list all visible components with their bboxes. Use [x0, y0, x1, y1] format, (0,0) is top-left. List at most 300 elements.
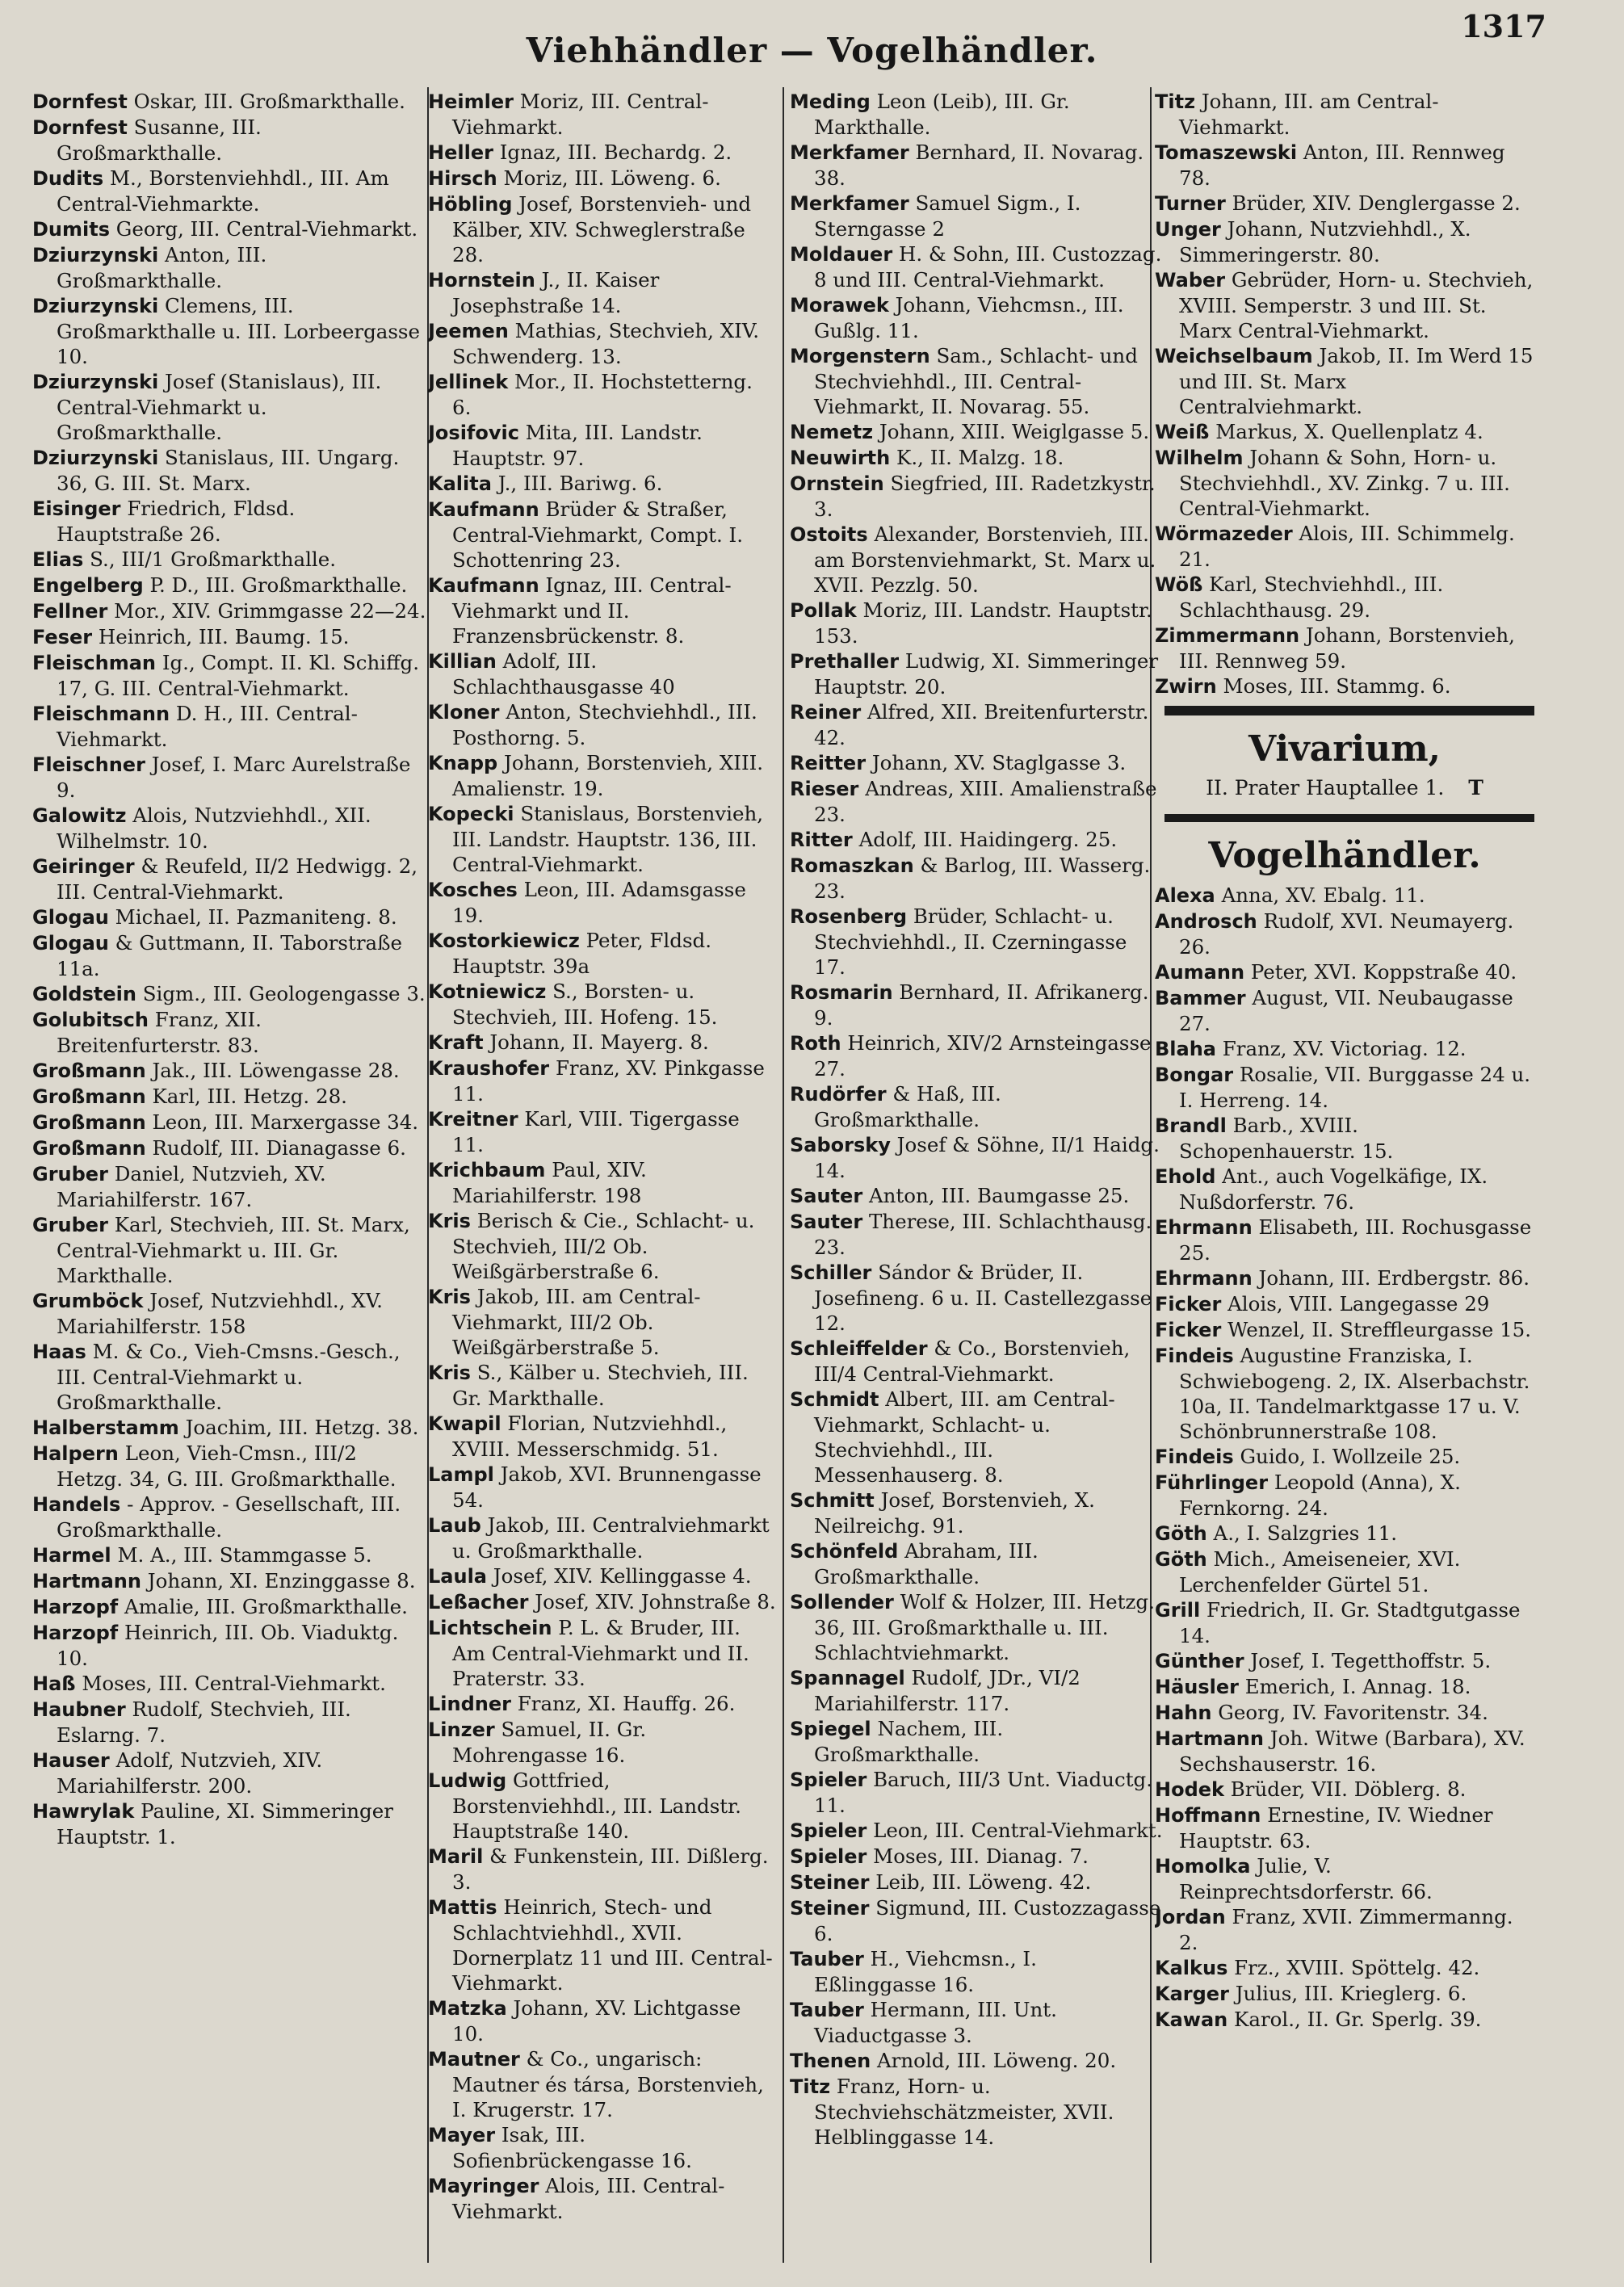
entry-name: Heller	[428, 141, 493, 164]
entry-name: Spieler	[790, 1819, 867, 1842]
entry-details: Susanne, III. Großmarkthalle.	[57, 115, 262, 165]
directory-entry	[790, 471, 1163, 522]
entry-name: Morawek	[790, 294, 889, 317]
entry-name: Rosenberg	[790, 905, 908, 928]
entry-name: Merkfamer	[790, 141, 909, 164]
entry-name: Hauser	[32, 1749, 110, 1772]
entry-name: Lichtschein	[428, 1617, 552, 1639]
entry-name: Laub	[428, 1514, 481, 1537]
entry-name: Spiegel	[790, 1718, 871, 1740]
entry-details: & Funkenstein, III. Dißlerg. 3.	[452, 1844, 769, 1894]
directory-entry	[32, 981, 426, 1007]
entry-details: Isak, III. Sofienbrückengasse 16.	[452, 2123, 692, 2172]
directory-entry	[32, 701, 426, 752]
entry-name: Tauber	[790, 1948, 864, 1970]
entry-details: Samuel Sigm., I. Sterngasse 2	[814, 191, 1081, 241]
entry-details: Julie, V. Reinprechtsdorferstr. 66.	[1179, 1854, 1433, 1903]
directory-entry	[1155, 1546, 1534, 1597]
entry-name: Kris	[428, 1286, 471, 1308]
entry-name: Roth	[790, 1032, 841, 1055]
directory-entry	[32, 89, 426, 115]
directory-entry	[428, 166, 777, 191]
entry-name: Günther	[1155, 1650, 1244, 1672]
directory-entry	[1155, 216, 1534, 267]
entry-name: Nemetz	[790, 421, 874, 443]
directory-entry	[790, 89, 1163, 140]
entry-details: Heinrich, XIV/2 Arnsteingasse 27.	[814, 1031, 1152, 1081]
entry-name: Goldstein	[32, 983, 136, 1005]
directory-entry	[1155, 1444, 1534, 1470]
directory-entry	[428, 1895, 777, 1995]
entry-details: J., II. Kaiser Josephstraße 14.	[452, 268, 660, 317]
entry-details: Markus, X. Quellenplatz 4.	[1215, 420, 1483, 443]
entry-details: Josef, Borstenvieh, X. Neilreichg. 91.	[814, 1488, 1095, 1538]
entry-name: Hoffmann	[1155, 1804, 1261, 1827]
entry-details: Oskar, III. Großmarkthalle.	[133, 90, 405, 113]
entry-details: Julius, III. Krieglerg. 6.	[1235, 1982, 1467, 2005]
entry-name: Ficker	[1155, 1293, 1222, 1316]
entry-name: Tomaszewski	[1155, 141, 1298, 164]
entry-details: Karl, III. Hetzg. 28.	[152, 1085, 347, 1108]
directory-entry	[428, 877, 777, 928]
directory-entry	[32, 1212, 426, 1288]
entry-name: Zimmermann	[1155, 624, 1300, 647]
entry-name: Bammer	[1155, 987, 1246, 1009]
directory-entry	[428, 267, 777, 318]
entry-name: Rieser	[790, 778, 859, 800]
entry-name: Ornstein	[790, 472, 884, 495]
entry-name: Fleischmann	[32, 703, 170, 725]
directory-entry	[1155, 985, 1534, 1036]
entry-details: Anton, III. Baumgasse 25.	[868, 1184, 1130, 1207]
entry-name: Turner	[1155, 192, 1226, 215]
entry-details: Franz, XVII. Zimmermanng. 2.	[1179, 1905, 1513, 1954]
directory-entry	[32, 650, 426, 701]
entry-details: Andreas, XIII. Amalienstraße 23.	[814, 777, 1157, 826]
telephone-mark: T	[1468, 776, 1483, 799]
directory-entry	[32, 166, 426, 216]
directory-entry	[790, 1132, 1163, 1183]
entry-name: Dudits	[32, 167, 104, 190]
entry-details: Franz, Horn- u. Stechviehschätzmeister, XVII. Helblinggasse 14.	[814, 2075, 1114, 2149]
directory-entry	[790, 750, 1163, 776]
entry-details: Hermann, III. Unt. Viaductgasse 3.	[814, 1998, 1057, 2047]
directory-entry	[1155, 1904, 1534, 1955]
directory-entry	[1155, 1648, 1534, 1674]
directory-entry	[1155, 419, 1534, 445]
column-4-vogelhaendler	[1155, 883, 1534, 2033]
entry-details: Leon (Leib), III. Gr. Markthalle.	[814, 90, 1070, 139]
entry-details: Heinrich, III. Baumg. 15.	[98, 625, 350, 648]
entry-details: Samuel, II. Gr. Mohrengasse 16.	[452, 1718, 647, 1767]
entry-details: Johann, III. am Central-Viehmarkt.	[1179, 90, 1439, 139]
directory-entry	[428, 1462, 777, 1513]
entry-name: Göth	[1155, 1522, 1207, 1545]
directory-entry	[32, 445, 426, 496]
entry-name: Zwirn	[1155, 675, 1217, 698]
entry-details: Karl, Stechvieh, III. St. Marx, Central-Viehmarkt u. III. Gr. Markthalle.	[57, 1213, 410, 1287]
entry-details: Jakob, XVI. Brunnengasse 54.	[452, 1462, 762, 1512]
entry-name: Großmann	[32, 1085, 146, 1108]
entry-name: Hornstein	[428, 269, 535, 292]
entry-details: Anton, III. Großmarkthalle.	[57, 243, 267, 292]
entry-details: Georg, IV. Favoritenstr. 34.	[1218, 1701, 1488, 1724]
entry-details: Anna, XV. Ebalg. 11.	[1221, 883, 1425, 907]
directory-entry	[1155, 1597, 1534, 1648]
entry-details: Karol., II. Gr. Sperlg. 39.	[1234, 2008, 1482, 2031]
directory-entry	[428, 140, 777, 166]
entry-details: Nachem, III. Großmarkthalle.	[814, 1717, 1004, 1766]
entry-name: Großmann	[32, 1111, 146, 1134]
directory-entry	[790, 1183, 1163, 1209]
entry-name: Laula	[428, 1565, 487, 1588]
directory-entry	[1155, 1036, 1534, 1062]
directory-entry	[32, 293, 426, 369]
entry-details: Ludwig, XI. Simmeringer Hauptstr. 20.	[814, 649, 1159, 699]
directory-entry	[32, 803, 426, 854]
directory-entry	[790, 1665, 1163, 1716]
entry-details: Daniel, Nutzvieh, XV. Mariahilferstr. 167.	[57, 1162, 326, 1211]
entry-name: Heimler	[428, 90, 514, 113]
entry-name: Merkfamer	[790, 192, 909, 215]
entry-details: Johann, XV. Staglgasse 3.	[871, 751, 1127, 774]
directory-entry	[1155, 674, 1534, 699]
entry-details: Joachim, III. Hetzg. 38.	[185, 1416, 419, 1439]
entry-details: Leopold (Anna), X. Fernkorng. 24.	[1179, 1471, 1461, 1520]
entry-details: S., III/1 Großmarkthalle.	[90, 548, 337, 571]
entry-name: Haß	[32, 1672, 76, 1695]
entry-name: Großmann	[32, 1137, 146, 1160]
directory-entry	[790, 1081, 1163, 1132]
entry-details: S., Kälber u. Stechvieh, III. Gr. Markthalle.	[452, 1361, 749, 1410]
entry-name: Findeis	[1155, 1345, 1234, 1367]
directory-entry	[1155, 445, 1534, 521]
directory-entry	[428, 1563, 777, 1589]
directory-entry	[32, 1135, 426, 1161]
entry-details: Heinrich, Stech- und Schlachtviehhdl., XVII. Dornerplatz 11 und III. Central-Viehmarkt.	[452, 1895, 773, 1995]
entry-name: Kraushofer	[428, 1057, 550, 1080]
entry-name: Sollender	[790, 1591, 894, 1613]
entry-name: Glogau	[32, 932, 109, 955]
entry-details: Gebrüder, Horn- u. Stechvieh, XVIII. Semperstr. 3 und III. St. Marx Central-Viehmarkt.	[1179, 268, 1534, 342]
entry-name: Mayringer	[428, 2175, 539, 2197]
directory-entry	[790, 241, 1163, 292]
section-divider	[1164, 814, 1534, 822]
directory-entry	[1155, 1215, 1534, 1265]
entry-name: Harzopf	[32, 1622, 119, 1644]
directory-entry	[790, 980, 1163, 1030]
entry-name: Ludwig	[428, 1769, 507, 1792]
entry-name: Elias	[32, 548, 84, 571]
directory-entry	[1155, 1470, 1534, 1521]
directory-entry	[790, 1336, 1163, 1387]
entry-details: Mor., XIV. Grimmgasse 22—24.	[114, 599, 426, 623]
entry-name: Schleiffelder	[790, 1337, 928, 1360]
entry-name: Engelberg	[32, 574, 144, 597]
entry-details: Franz, XV. Pinkgasse 11.	[452, 1056, 765, 1106]
directory-entry	[428, 318, 777, 369]
entry-name: Mautner	[428, 2048, 520, 2071]
entry-name: Reitter	[790, 752, 867, 774]
entry-details: K., II. Malzg. 18.	[896, 446, 1064, 469]
directory-entry	[32, 1492, 426, 1542]
entry-name: Killian	[428, 650, 497, 673]
directory-entry	[1155, 572, 1534, 623]
vogelhaendler-heading: Vogelhändler.	[1208, 835, 1481, 876]
entry-name: Kostorkiewicz	[428, 929, 580, 952]
entry-name: Linzer	[428, 1718, 495, 1741]
directory-entry	[32, 598, 426, 624]
entry-name: Titz	[790, 2075, 831, 2098]
directory-entry	[32, 1084, 426, 1110]
entry-details: Karl, Stechviehhdl., III. Schlachthausg. 29.	[1179, 573, 1444, 622]
entry-name: Tauber	[790, 1999, 864, 2021]
entry-details: Leib, III. Löweng. 42.	[875, 1870, 1092, 1894]
entry-details: Wolf & Holzer, III. Hetzg. 36, III. Großmarkthalle u. III. Schlachtviehmarkt.	[814, 1590, 1155, 1664]
entry-name: Leßacher	[428, 1591, 529, 1613]
entry-name: Rosmarin	[790, 981, 893, 1004]
column-4-viehhaendler	[1155, 89, 1534, 699]
entry-details: Berisch & Cie., Schlacht- u. Stechvieh, III/2 Ob. Weißgärberstraße 6.	[452, 1209, 755, 1283]
entry-details: Anton, III. Rennweg 78.	[1179, 141, 1505, 190]
entry-details: M. & Co., Vieh-Cmsns.-Gesch., III. Central-Viehmarkt u. Großmarkthalle.	[57, 1340, 401, 1414]
directory-entry	[1155, 1265, 1534, 1291]
entry-name: Galowitz	[32, 804, 127, 827]
entry-details: Ernestine, IV. Wiedner Hauptstr. 63.	[1179, 1803, 1493, 1853]
entry-details: Josef, Nutzviehhdl., XV. Mariahilferstr. 158	[57, 1289, 383, 1338]
directory-entry	[32, 496, 426, 547]
entry-details: Adolf, III. Schlachthausgasse 40	[452, 649, 675, 699]
entry-details: Rudolf, XVI. Neumayerg. 26.	[1179, 909, 1514, 959]
column-2	[428, 89, 777, 2271]
entry-name: Knapp	[428, 752, 498, 774]
directory-entry	[790, 1538, 1163, 1589]
column-1	[32, 89, 426, 2271]
entry-name: Dornfest	[32, 90, 128, 113]
entry-name: Romaszkan	[790, 854, 914, 877]
directory-entry	[790, 904, 1163, 980]
entry-details: Moriz, III. Landstr. Hauptstr. 153.	[814, 598, 1152, 648]
entry-name: Dumits	[32, 218, 110, 241]
directory-entry	[1155, 1062, 1534, 1113]
entry-name: Wilhelm	[1155, 447, 1244, 469]
entry-details: Sigmund, III. Custozzagasse 6.	[814, 1896, 1161, 1945]
entry-name: Spieler	[790, 1845, 867, 1868]
entry-name: Alexa	[1155, 884, 1215, 907]
directory-entry	[32, 904, 426, 930]
directory-entry	[32, 115, 426, 166]
entry-details: & Co., Borstenvieh, III/4 Central-Viehmarkt.	[814, 1337, 1131, 1386]
column-rule	[783, 87, 784, 2263]
entry-details: Leon, III. Central-Viehmarkt.	[873, 1819, 1163, 1842]
entry-details: Franz, XI. Hauffg. 26.	[517, 1692, 736, 1715]
entry-name: Ficker	[1155, 1319, 1222, 1341]
entry-name: Sauter	[790, 1185, 863, 1207]
entry-details: Sándor & Brüder, II. Josefineng. 6 u. II. Castellezgasse 12.	[814, 1261, 1152, 1335]
entry-details: Mich., Ameiseneier, XVI. Lerchenfelder Gürtel 51.	[1179, 1547, 1461, 1597]
directory-entry	[32, 369, 426, 445]
directory-entry	[790, 140, 1163, 191]
directory-entry	[32, 242, 426, 293]
entry-details: August, VII. Neubaugasse 27.	[1179, 986, 1513, 1035]
entry-details: Jakob, III. am Central-Viehmarkt, III/2 Ob. Weißgärberstraße 5.	[452, 1285, 701, 1359]
directory-entry	[32, 216, 426, 242]
entry-name: Göth	[1155, 1548, 1207, 1571]
directory-entry	[428, 471, 777, 497]
entry-details: P. L. & Bruder, III. Am Central-Viehmarkt und II. Praterstr. 33.	[452, 1616, 749, 1690]
entry-name: Höbling	[428, 193, 513, 216]
entry-name: Steiner	[790, 1897, 870, 1920]
entry-details: Moses, III. Dianag. 7.	[873, 1844, 1089, 1868]
entry-details: Alois, III. Schimmelg. 21.	[1179, 522, 1515, 571]
entry-details: Anton, Stechviehhdl., III. Posthorng. 5.	[452, 700, 757, 749]
directory-entry	[790, 1030, 1163, 1081]
entry-details: Emerich, I. Annag. 18.	[1244, 1675, 1471, 1698]
directory-entry	[1155, 89, 1534, 140]
entry-name: Reiner	[790, 701, 862, 724]
entry-details: Rosalie, VII. Burggasse 24 u. I. Herreng. 14.	[1179, 1063, 1531, 1112]
entry-details: J., III. Bariwg. 6.	[497, 472, 663, 495]
entry-details: Bernhard, II. Novarag. 38.	[814, 141, 1144, 190]
entry-details: Johann, Viehcmsn., III. Gußlg. 11.	[814, 293, 1124, 342]
directory-entry	[790, 191, 1163, 241]
entry-details: & Co., ungarisch: Mautner és társa, Borstenvieh, I. Krugerstr. 17.	[452, 2047, 764, 2121]
directory-entry	[1155, 1164, 1534, 1215]
directory-entry	[790, 699, 1163, 750]
entry-name: Kwapil	[428, 1412, 501, 1435]
entry-name: Hodek	[1155, 1778, 1224, 1801]
entry-name: Schmitt	[790, 1489, 875, 1512]
directory-entry	[32, 1339, 426, 1415]
entry-details: Pauline, XI. Simmeringer Hauptstr. 1.	[57, 1799, 393, 1848]
entry-details: Paul, XIV. Mariahilferstr. 198	[452, 1158, 647, 1207]
entry-details: & Haß, III. Großmarkthalle.	[814, 1082, 1001, 1131]
directory-entry	[428, 1513, 777, 1563]
entry-name: Haas	[32, 1341, 86, 1363]
entry-name: Thenen	[790, 2050, 871, 2072]
directory-entry	[428, 1768, 777, 1844]
entry-details: Ignaz, III. Bechardg. 2.	[499, 141, 732, 164]
entry-name: Spieler	[790, 1769, 867, 1791]
entry-details: Mor., II. Hochstetterng. 6.	[452, 370, 753, 419]
entry-details: & Barlog, III. Wasserg. 23.	[814, 854, 1151, 903]
directory-entry	[428, 801, 777, 877]
entry-details: Johann, Nutzviehhdl., X. Simmeringerstr. 80.	[1179, 217, 1471, 266]
entry-details: Clemens, III. Großmarkthalle u. III. Lorbeergasse 10.	[57, 294, 421, 368]
entry-details: Leon, Vieh-Cmsn., III/2 Hetzg. 34, G. III. Großmarkthalle.	[57, 1441, 397, 1491]
entry-name: Jeemen	[428, 320, 509, 342]
entry-name: Aumann	[1155, 961, 1245, 984]
entry-name: Kalkus	[1155, 1957, 1228, 1979]
entry-name: Unger	[1155, 218, 1221, 241]
directory-entry	[32, 624, 426, 650]
directory-entry	[32, 1798, 426, 1849]
entry-details: Arnold, III. Löweng. 20.	[876, 2049, 1117, 2072]
directory-entry	[1155, 1853, 1534, 1904]
entry-name: Hartmann	[32, 1570, 141, 1593]
directory-entry	[428, 1411, 777, 1462]
directory-entry	[1155, 267, 1534, 343]
entry-name: Mattis	[428, 1896, 497, 1919]
directory-entry	[32, 752, 426, 803]
entry-name: Gruber	[32, 1163, 108, 1185]
directory-entry	[1155, 1955, 1534, 1981]
entry-name: Pollak	[790, 599, 857, 622]
entry-details: Adolf, III. Haidingerg. 25.	[858, 828, 1118, 851]
directory-entry	[790, 1387, 1163, 1488]
directory-entry	[790, 1589, 1163, 1665]
entry-name: Waber	[1155, 269, 1226, 292]
entry-details: Jakob, II. Im Werd 15 und III. St. Marx Centralviehmarkt.	[1179, 344, 1534, 418]
directory-entry	[428, 2173, 777, 2224]
entry-name: Geiringer	[32, 855, 135, 878]
directory-entry	[428, 1030, 777, 1055]
directory-entry	[428, 1691, 777, 1717]
entry-name: Prethaller	[790, 650, 900, 673]
entry-details: Amalie, III. Großmarkthalle.	[124, 1595, 408, 1618]
directory-entry	[428, 750, 777, 801]
directory-entry	[428, 979, 777, 1030]
directory-entry	[428, 2122, 777, 2173]
entry-name: Kawan	[1155, 2008, 1228, 2031]
entry-details: Friedrich, II. Gr. Stadtgutgasse 14.	[1179, 1598, 1521, 1647]
entry-name: Krichbaum	[428, 1159, 546, 1181]
entry-details: Joh. Witwe (Barbara), XV. Sechshauserstr. 16.	[1179, 1727, 1525, 1776]
entry-name: Dziurzynski	[32, 295, 159, 317]
entry-name: Fleischman	[32, 652, 157, 674]
entry-details: Josef, I. Marc Aurelstraße 9.	[57, 753, 411, 802]
entry-name: Großmann	[32, 1060, 146, 1082]
entry-name: Wörmazeder	[1155, 522, 1293, 545]
entry-details: Ig., Compt. II. Kl. Schiffg. 17, G. III. Central-Viehmarkt.	[57, 651, 420, 700]
entry-name: Homolka	[1155, 1855, 1251, 1878]
entry-name: Haubner	[32, 1698, 126, 1721]
directory-entry	[428, 1106, 777, 1157]
entry-details: Alois, VIII. Langegasse 29	[1227, 1292, 1490, 1316]
entry-details: Stanislaus, Borstenvieh, III. Landstr. Hauptstr. 136, III. Central-Viehmarkt.	[452, 802, 764, 876]
entry-name: Titz	[1155, 90, 1196, 113]
directory-entry	[1155, 191, 1534, 216]
entry-details: Adolf, Nutzvieh, XIV. Mariahilferstr. 200.	[57, 1748, 323, 1798]
entry-details: & Guttmann, II. Taborstraße 11a.	[57, 931, 403, 980]
entry-details: M. A., III. Stammgasse 5.	[117, 1543, 372, 1567]
entry-details: Karl, VIII. Tigergasse 11.	[452, 1107, 740, 1156]
entry-details: Michael, II. Pazmaniteng. 8.	[115, 905, 397, 929]
entry-details: Ant., auch Vogelkäfige, IX. Nußdorferstr. 76.	[1179, 1164, 1488, 1214]
entry-name: Eisinger	[32, 497, 121, 520]
directory-entry	[1155, 1291, 1534, 1317]
directory-entry	[428, 420, 777, 471]
entry-details: Leon, III. Adamsgasse 19.	[452, 878, 746, 927]
entry-name: Schönfeld	[790, 1540, 899, 1563]
entry-details: H., Viehcmsn., I. Eßlinggasse 16.	[814, 1947, 1037, 1996]
directory-entry	[790, 1260, 1163, 1336]
directory-entry	[32, 1620, 426, 1671]
directory-entry	[428, 1615, 777, 1691]
entry-details: Johann, III. Erdbergstr. 86.	[1258, 1266, 1530, 1290]
directory-entry	[790, 445, 1163, 471]
entry-name: Neuwirth	[790, 447, 891, 469]
entry-details: Bernhard, II. Afrikanerg. 9.	[814, 980, 1149, 1030]
entry-details: Johann, II. Mayerg. 8.	[489, 1030, 709, 1054]
entry-name: Halpern	[32, 1442, 119, 1465]
entry-details: Augustine Franziska, I. Schwiebogeng. 2, IX. Alserbachstr. 10a, II. Tandelmarktgasse 17 u. V. Schönbrunnerstraße 108.	[1179, 1344, 1530, 1443]
directory-entry	[1155, 909, 1534, 959]
entry-details: Peter, XVI. Koppstraße 40.	[1250, 960, 1517, 984]
entry-name: Weiß	[1155, 421, 1210, 443]
directory-entry	[1155, 623, 1534, 674]
entry-details: Albert, III. am Central-Viehmarkt, Schlacht- u. Stechviehhdl., III. Messenhauserg. 8.	[814, 1387, 1115, 1487]
